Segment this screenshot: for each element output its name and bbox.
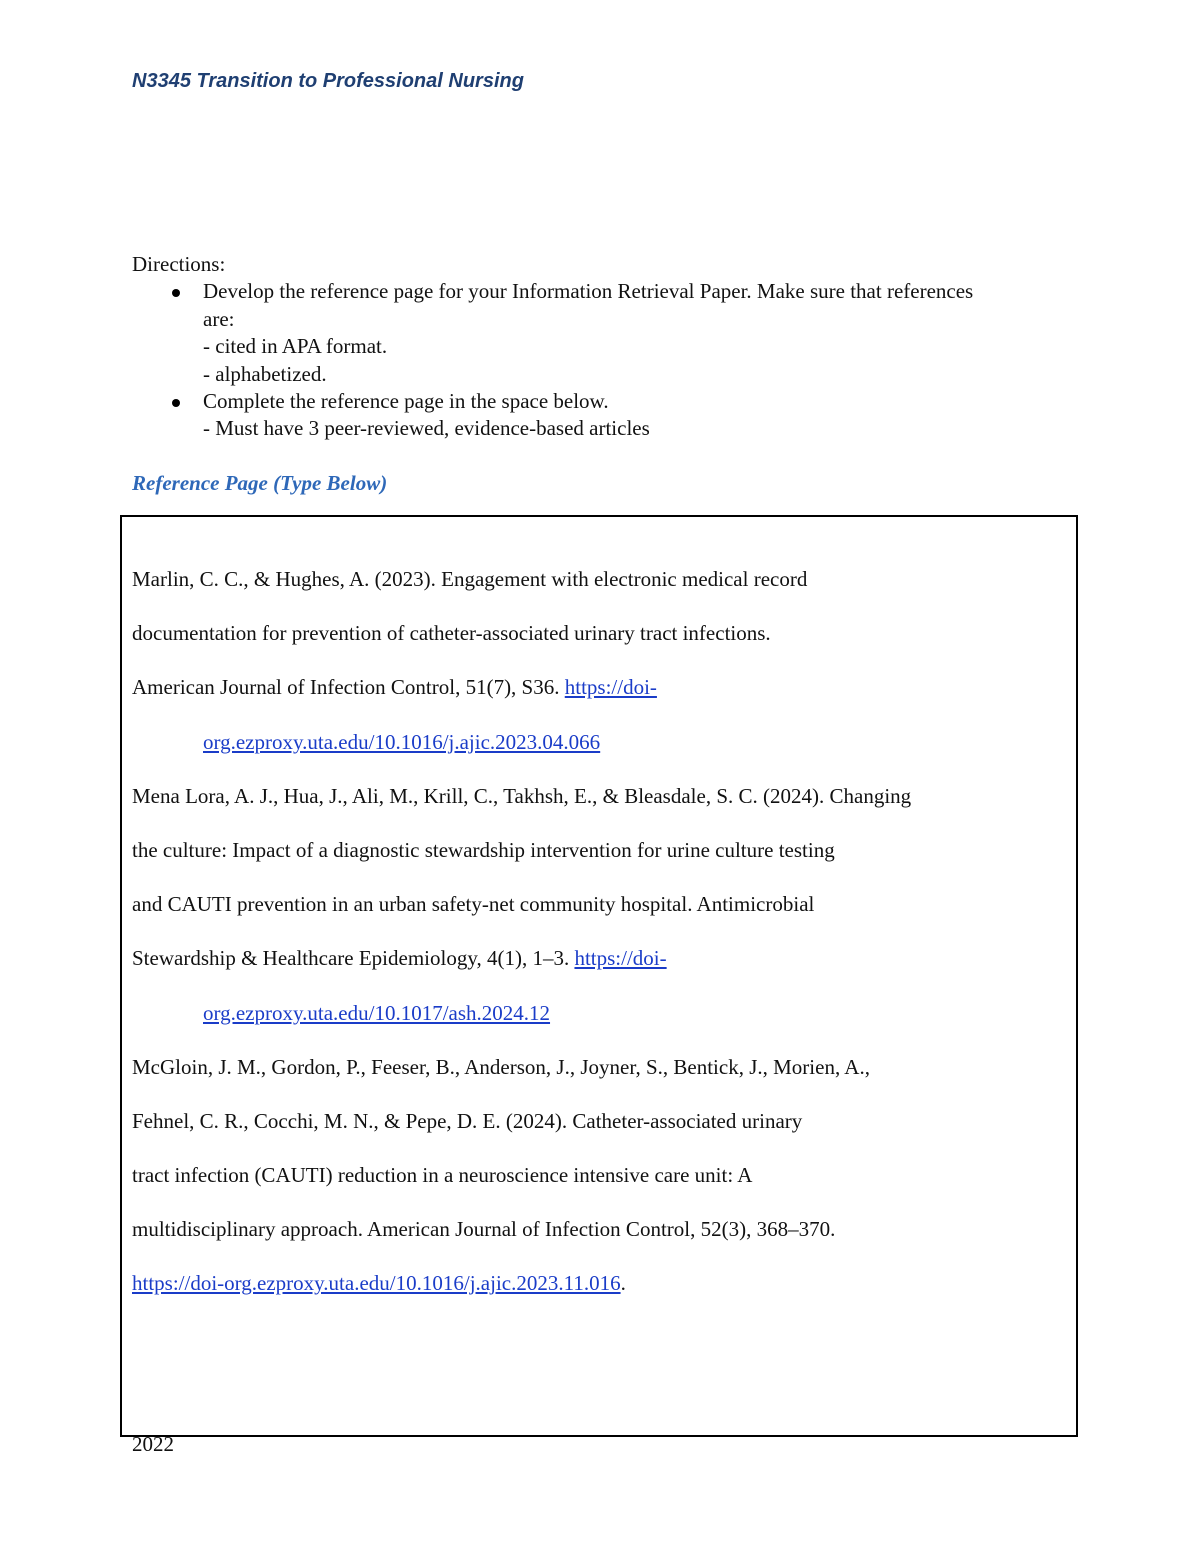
doi-link[interactable]: org.ezproxy.uta.edu/10.1016/j.ajic.2023.04.066 [203, 729, 601, 754]
footer-year: 2022 [132, 1432, 174, 1456]
directions-label: Directions: [132, 252, 226, 276]
bullet-line: - Must have 3 peer-reviewed, evidence-based articles [203, 416, 650, 441]
reference-line [132, 1000, 1072, 1054]
reference-line: the culture: Impact of a diagnostic stewardship intervention for urine culture testing [132, 837, 835, 862]
reference-line: documentation for prevention of catheter-associated urinary tract infections. [132, 621, 771, 646]
bullet-line: - cited in APA format. [203, 334, 388, 359]
bullet-dot-icon [172, 399, 180, 407]
reference-line: McGloin, J. M., Gordon, P., Feeser, B., Anderson, J., Joyner, S., Bentick, J., Morien, A., [132, 1054, 870, 1079]
directions-bullet [132, 278, 1092, 388]
reference-text: . [620, 1271, 626, 1296]
reference-line: multidisciplinary approach. American Journal of Infection Control, 52(3), 368–370. [132, 1217, 836, 1242]
doi-link[interactable]: org.ezproxy.uta.edu/10.1017/ash.2024.12 [203, 1000, 551, 1025]
reference-line: Mena Lora, A. J., Hua, J., Ali, M., Krill, C., Takhsh, E., & Bleasdale, S. C. (2024). Changing [132, 783, 912, 808]
doi-link[interactable]: https://doi-org.ezproxy.uta.edu/10.1016/j.ajic.2023.11.016 [132, 1271, 621, 1296]
bullet-line: Develop the reference page for your Information Retrieval Paper. Make sure that references [203, 279, 974, 304]
bullet-dot-icon [172, 289, 180, 297]
reference-line [132, 674, 1072, 728]
doi-link[interactable]: https://doi- [564, 675, 657, 700]
reference-text: Stewardship & Healthcare Epidemiology, 4(1), 1–3. [132, 946, 575, 971]
reference-line [132, 1270, 1072, 1324]
reference-list [132, 566, 1072, 1325]
reference-page-heading: Reference Page (Type Below) [132, 471, 388, 495]
reference-text: American Journal of Infection Control, 51(7), S36. [132, 675, 565, 700]
reference-line: and CAUTI prevention in an urban safety-net community hospital. Antimicrobial [132, 892, 815, 917]
reference-line: Marlin, C. C., & Hughes, A. (2023). Engagement with electronic medical record [132, 567, 808, 591]
bullet-line: Complete the reference page in the space below. [203, 389, 609, 414]
reference-line [132, 729, 1072, 783]
directions-bullet [132, 388, 1092, 443]
reference-line [132, 945, 1072, 999]
bullet-line: are: [203, 306, 235, 331]
bullet-line: - alphabetized. [203, 361, 327, 386]
doi-link[interactable]: https://doi- [574, 946, 667, 971]
directions-section [132, 251, 1092, 443]
reference-line: Fehnel, C. R., Cocchi, M. N., & Pepe, D. E. (2024). Catheter-associated urinary [132, 1108, 803, 1133]
reference-line: tract infection (CAUTI) reduction in a neuroscience intensive care unit: A [132, 1163, 753, 1188]
course-title: N3345 Transition to Professional Nursing [132, 70, 524, 92]
